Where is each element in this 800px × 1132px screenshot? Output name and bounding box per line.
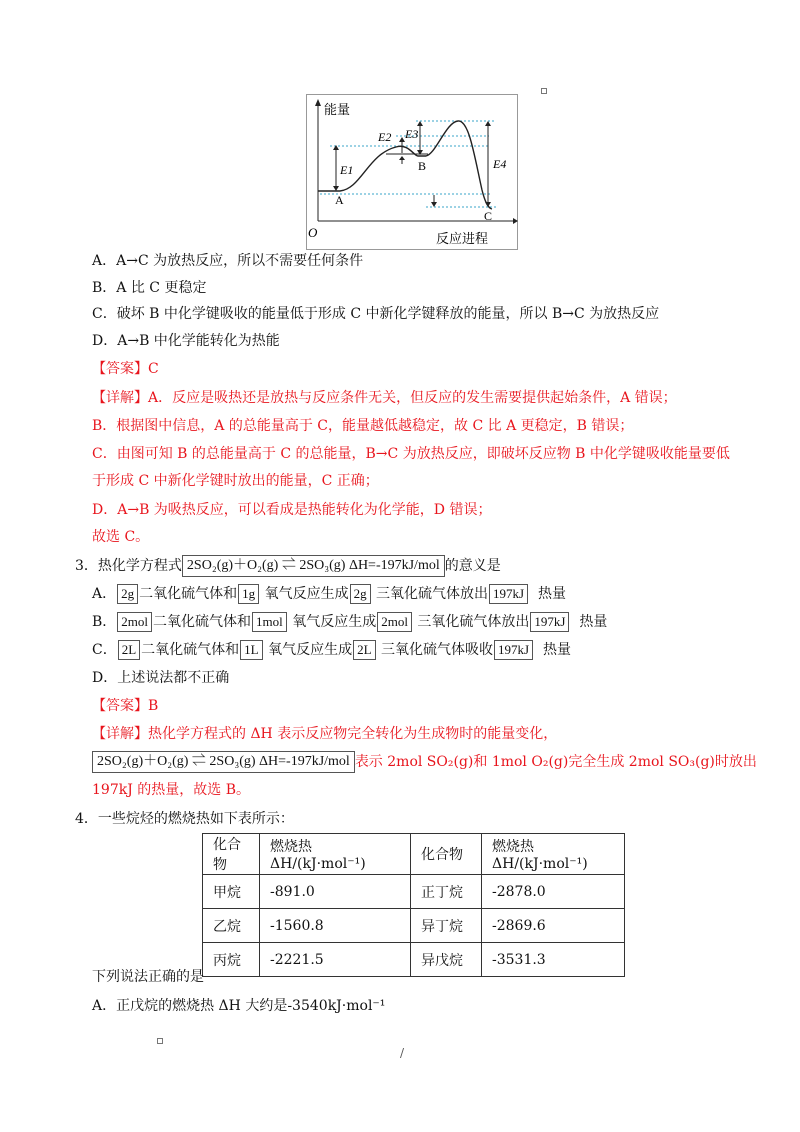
option-text: 二氧化硫气体和 <box>141 642 240 658</box>
option-label: B． <box>92 614 117 630</box>
quantity-box: 1L <box>240 640 262 660</box>
thermo-equation: 2SO₂(g)＋O₂(g) ⇌ 2SO₃(g) ΔH=-197kJ/mol <box>182 555 445 577</box>
table-cell: 乙烷 <box>203 909 260 943</box>
page-mark: / <box>400 1046 405 1060</box>
point-label: C <box>484 209 493 223</box>
energy-label: E4 <box>493 157 507 171</box>
table-cell: -891.0 <box>260 875 411 909</box>
table-header: 燃烧热 ΔH/(kJ·mol⁻¹) <box>260 834 411 875</box>
explanation-text: 表示 2mol SO₂(g)和 1mol O₂(g)完全生成 2mol SO₃(g)时放出 <box>354 754 757 770</box>
point-label: A <box>335 193 344 207</box>
quantity-box: 1mol <box>252 612 287 632</box>
explanation-line: 于形成 C 中新化学键时放出的能量，C 正确； <box>92 473 379 489</box>
table-header: 化合物 <box>203 834 260 875</box>
q3-option-a <box>92 584 566 604</box>
option-b: B．A 比 C 更稳定 <box>92 280 207 296</box>
table-cell: -2221.5 <box>260 943 411 977</box>
option-text: 氧气反应生成 <box>264 586 349 602</box>
origin-label: O <box>308 225 318 240</box>
question-3-stem <box>75 555 501 577</box>
table-cell: -2878.0 <box>482 875 625 909</box>
table-header: 化合物 <box>411 834 482 875</box>
table-header: 燃烧热 ΔH/(kJ·mol⁻¹) <box>482 834 625 875</box>
explanation-line: 197kJ 的热量，故选 B。 <box>92 782 251 798</box>
table-cell: 异戊烷 <box>411 943 482 977</box>
option-text: 三氧化硫气体放出 <box>376 586 489 602</box>
table-cell: 甲烷 <box>203 875 260 909</box>
quantity-box: 2L <box>118 640 140 660</box>
stem-prefix: 热化学方程式 <box>97 558 182 574</box>
quantity-box: 1g <box>238 584 259 604</box>
quantity-box: 2mol <box>377 612 412 632</box>
energy-label: E2 <box>378 130 392 144</box>
combustion-heat-table <box>202 833 625 977</box>
option-text: 二氧化硫气体和 <box>153 614 252 630</box>
quantity-box: 2g <box>117 584 138 604</box>
table-cell: -1560.8 <box>260 909 411 943</box>
table-cell: -3531.3 <box>482 943 625 977</box>
table-cell: -2869.6 <box>482 909 625 943</box>
q4-option-a: A．正戊烷的燃烧热 ΔH 大约是-3540kJ·mol⁻¹ <box>92 998 386 1014</box>
x-axis-label: 反应进程 <box>436 232 489 247</box>
option-a: A．A→C 为放热反应，所以不需要任何条件 <box>92 253 364 269</box>
thermo-equation: 2SO₂(g)＋O₂(g) ⇌ 2SO₃(g) ΔH=-197kJ/mol <box>92 751 355 773</box>
explanation-line: 故选 C。 <box>92 529 150 545</box>
table-cell: 正丁烷 <box>411 875 482 909</box>
marker-box <box>541 88 547 94</box>
table-header-row <box>203 834 625 875</box>
explanation-line: D．A→B 为吸热反应，可以看成是热能转化为化学能，D 错误； <box>92 502 492 518</box>
option-d: D．A→B 中化学能转化为热能 <box>92 333 280 349</box>
table-row <box>203 909 625 943</box>
quantity-box: 2g <box>350 584 371 604</box>
table-row <box>203 875 625 909</box>
y-axis-label: 能量 <box>324 103 351 118</box>
option-c: C．破坏 B 中化学键吸收的能量低于形成 C 中新化学键释放的能量，所以 B→C 为放热反应 <box>92 306 660 322</box>
point-label: B <box>418 159 427 173</box>
explanation-line <box>92 751 757 773</box>
stem-suffix: 的意义是 <box>444 558 501 574</box>
q3-option-b <box>92 612 607 632</box>
option-label: A． <box>92 586 117 602</box>
explanation-line: 【详解】热化学方程式的 ΔH 表示反应物完全转化为生成物时的能量变化， <box>92 726 558 742</box>
answer: 【答案】C <box>92 361 159 377</box>
table-row <box>203 943 625 977</box>
q3-option-c <box>92 640 571 660</box>
energy-label: E1 <box>340 163 354 177</box>
option-text: 热量 <box>542 642 571 658</box>
quantity-box: 2L <box>353 640 375 660</box>
table-cell: 丙烷 <box>203 943 260 977</box>
explanation-line: 【详解】A．反应是吸热还是放热与反应条件无关，但反应的发生需要提供起始条件，A 错误； <box>92 390 677 406</box>
option-text: 氧气反应生成 <box>268 642 353 658</box>
explanation-line: B．根据图中信息，A 的总能量高于 C，能量越低越稳定，故 C 比 A 更稳定，B 错误； <box>92 418 634 434</box>
q3-option-d: D．上述说法都不正确 <box>92 670 230 686</box>
marker-box <box>157 1038 163 1044</box>
energy-label: E3 <box>405 127 419 141</box>
question-number: 3． <box>75 558 98 574</box>
energy-diagram <box>306 94 518 250</box>
option-text: 三氧化硫气体放出 <box>417 614 530 630</box>
option-text: 三氧化硫气体吸收 <box>380 642 493 658</box>
answer: 【答案】B <box>92 698 159 714</box>
quantity-box: 2mol <box>117 612 152 632</box>
quantity-box: 197kJ <box>494 640 533 660</box>
table-cell: 异丁烷 <box>411 909 482 943</box>
option-text: 热量 <box>579 614 608 630</box>
question-prompt: 下列说法正确的是 <box>92 969 204 985</box>
option-text: 二氧化硫气体和 <box>139 586 238 602</box>
option-text: 热量 <box>538 586 566 602</box>
question-4-stem: 4．一些烷烃的燃烧热如下表所示： <box>75 811 294 827</box>
option-text: 氧气反应生成 <box>292 614 377 630</box>
quantity-box: 197kJ <box>489 584 528 604</box>
quantity-box: 197kJ <box>530 612 569 632</box>
option-label: C． <box>92 642 117 658</box>
explanation-line: C．由图可知 B 的总能量高于 C 的总能量，B→C 为放热反应，即破坏反应物 B 中化学键吸收能量要低 <box>92 446 730 462</box>
